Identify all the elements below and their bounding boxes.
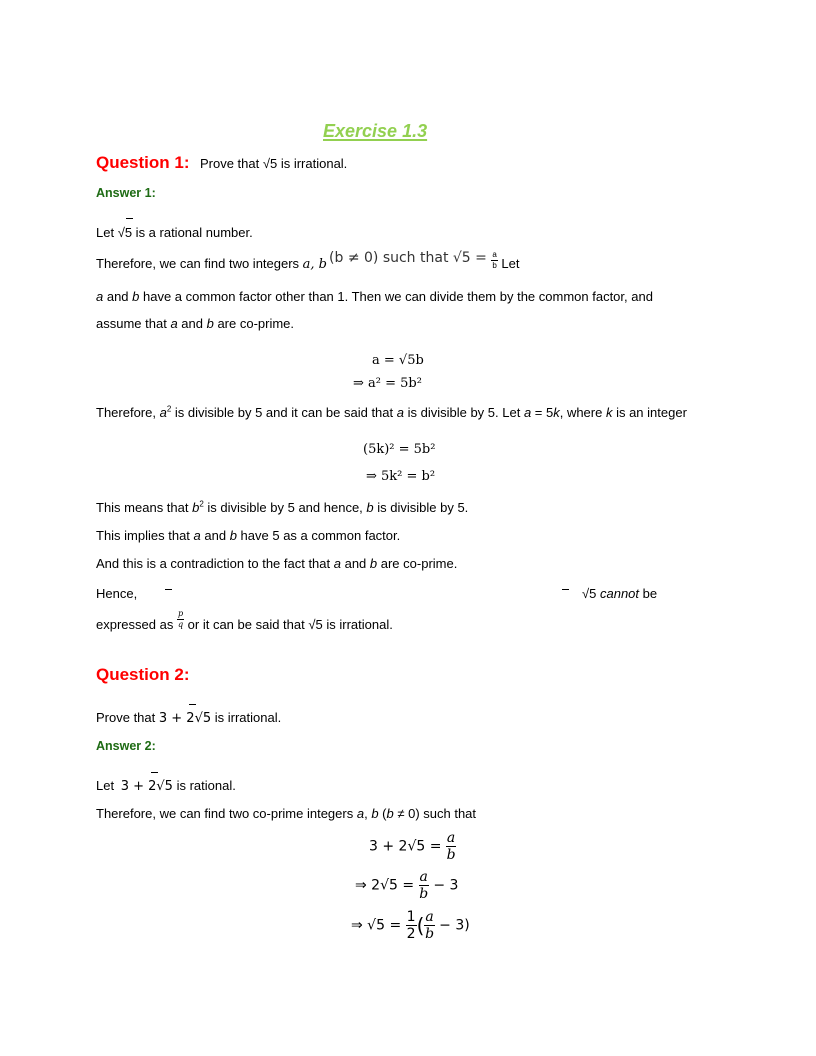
answer-1-line-6: This means that $b^2$ is divisible by 5 and hence, b is divisible by 5. (96, 499, 469, 515)
answer-1-line-7: This implies that a and b have 5 as a common factor. (96, 528, 401, 543)
equation-5k-squared: (5k)² = 5b² (363, 442, 436, 457)
equation-5k2-equals-b2: ⇒ 5k² = b² (366, 469, 436, 484)
answer-1-line-9-right: √5 cannot be (582, 586, 658, 601)
question-1-prompt: Prove that √5 is irrational. (199, 156, 348, 171)
overbar-mark (562, 589, 569, 590)
equation-2-1: 3 + 2√5 = $\frac{a}{b}$ (369, 830, 456, 863)
condition-expression: (b ≠ 0) such that √5 = (329, 249, 492, 266)
sqrt5: √5 (308, 616, 323, 632)
expression-3-plus-2root5: 3 + 2√5 (158, 711, 212, 726)
question-2-prompt: Prove that 3 + 2√5 is irrational. (96, 710, 282, 726)
answer-1-line-4: assume that a and b are co-prime. (96, 316, 295, 331)
answer-2-heading: Answer 2: (96, 739, 156, 753)
answer-1-line-8: And this is a contradiction to the fact that a and b are co-prime. (96, 556, 458, 571)
question-1 (96, 153, 347, 173)
answer-1-line-5: Therefore, $a^2$ is divisible by 5 and it can be said that a is divisible by 5. Let a = 5k, where k is an integer (96, 404, 687, 420)
fraction-p-over-q: $\frac{p}{q}$ (177, 609, 184, 629)
question-2-heading: Question 2: (96, 665, 190, 684)
answer-1-line-1: Let √5 is a rational number. (96, 225, 253, 240)
answer-1-line-2: Therefore, we can find two integers a, b (b ≠ 0) such that √5 = $\frac{a}{b}$ Let (96, 249, 520, 272)
answer-2-line-2: Therefore, we can find two co-prime integers a, b (b ≠ 0) such that (96, 806, 477, 821)
exercise-title: Exercise 1.3 (323, 121, 428, 141)
fraction-a-over-b: $\frac{a}{b}$ (492, 250, 497, 270)
answer-1-line-9-left: Hence, (96, 586, 138, 601)
equation-2-3: ⇒ √5 = $\frac{1}{2}$ ( $\frac{a}{b}$ − 3) (351, 909, 470, 942)
equation-2-2: ⇒ 2√5 = $\frac{a}{b}$ − 3 (355, 869, 459, 902)
equation-a-squared: ⇒ a² = 5b² (353, 376, 422, 391)
answer-2-line-1: Let 3 + 2√5 is rational. (96, 778, 236, 794)
answer-1-heading: Answer 1: (96, 186, 156, 200)
overbar-mark (165, 589, 172, 590)
sqrt5: √5 (117, 225, 133, 240)
answer-1-line-10: expressed as $\frac{p}{q}$ or it can be said that √5 is irrational. (96, 609, 393, 632)
equation-a-equals-root5b: a = √5b (372, 353, 424, 368)
expression-3-plus-2root5: 3 + 2√5 (120, 779, 173, 794)
answer-1-line-3: a and b have a common factor other than 1. Then we can divide them by the common factor, and (96, 289, 653, 304)
question-1-heading: Question 1: (96, 153, 190, 172)
sqrt5: √5 (262, 156, 278, 171)
sqrt5: √5 (582, 586, 597, 601)
